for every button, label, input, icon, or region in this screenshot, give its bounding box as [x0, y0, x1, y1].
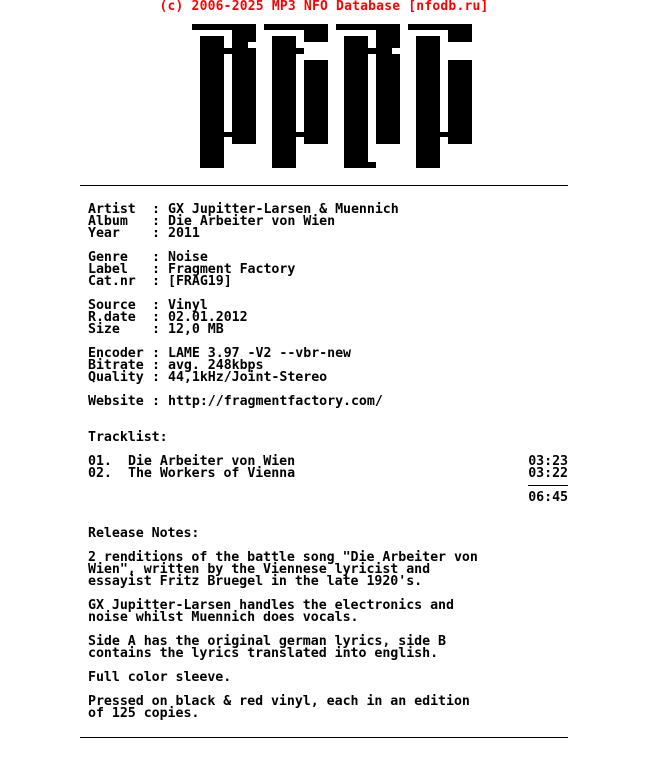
track-number: 02.: [88, 466, 112, 481]
info-value: 12,0 MB: [168, 322, 224, 337]
track-row: [88, 468, 568, 480]
info-key: Bitrate: [88, 358, 144, 373]
info-row-size: Size : 12,0 MB: [88, 322, 224, 337]
info-value: 44,1kHz/Joint-Stereo: [168, 370, 328, 385]
info-value: 2011: [168, 226, 200, 241]
info-value: Fragment Factory: [168, 262, 296, 277]
info-value: 02.01.2012: [168, 310, 248, 325]
release-notes-heading: Release Notes:: [88, 526, 200, 541]
info-key: R.date: [88, 310, 136, 325]
info-value: Noise: [168, 250, 208, 265]
track-duration: 03:22: [528, 466, 568, 481]
info-row-rdate: R.date : 02.01.2012: [88, 310, 248, 325]
notes-paragraph: 2 renditions of the battle song "Die Arbeiter von Wien", written by the Viennese lyricist and essayist Fritz Bruegel in the late 1920's.: [88, 550, 478, 589]
info-key: Source: [88, 298, 136, 313]
info-value: [FRAG19]: [168, 274, 232, 289]
info-value: LAME 3.97 -V2 --vbr-new: [168, 346, 351, 361]
track-title: Die Arbeiter von Wien: [128, 454, 296, 469]
track-title: The Workers of Vienna: [128, 466, 296, 481]
track-duration: 03:23: [528, 454, 568, 469]
block-art-logo: [0, 0, 648, 175]
info-row-bitrate: Bitrate : avg. 248kbps: [88, 358, 264, 373]
info-key: Genre: [88, 250, 128, 265]
notes-paragraph: Full color sleeve.: [88, 670, 232, 685]
info-row-encoder: Encoder : LAME 3.97 -V2 --vbr-new: [88, 346, 351, 361]
info-row-genre: Genre : Noise: [88, 250, 208, 265]
info-value: Vinyl: [168, 298, 208, 313]
total-row: [88, 492, 568, 504]
notes-paragraph: Pressed on black & red vinyl, each in an edition of 125 copies.: [88, 694, 470, 721]
track-number: 01.: [88, 454, 112, 469]
info-key: Label: [88, 262, 128, 277]
info-row-website: Website : http://fragmentfactory.com/: [88, 394, 383, 409]
bottom-divider: [80, 737, 568, 738]
info-value: Die Arbeiter von Wien: [168, 214, 336, 229]
info-key: Artist: [88, 202, 136, 217]
info-row-artist: Artist : GX Jupitter-Larsen & Muennich: [88, 202, 399, 217]
info-key: Website: [88, 394, 144, 409]
total-duration: 06:45: [528, 490, 568, 505]
info-key: Size: [88, 322, 120, 337]
top-divider: [80, 185, 568, 186]
info-row-source: Source : Vinyl: [88, 298, 208, 313]
info-value: GX Jupitter-Larsen & Muennich: [168, 202, 399, 217]
info-row-label: Label : Fragment Factory: [88, 262, 296, 277]
info-row-catnr: Cat.nr : [FRAG19]: [88, 274, 232, 289]
tracklist-heading: Tracklist:: [88, 430, 168, 445]
website-link[interactable]: http://fragmentfactory.com/: [168, 394, 383, 409]
nfo-content: [88, 204, 568, 720]
info-value: avg. 248kbps: [168, 358, 264, 373]
info-key: Album: [88, 214, 128, 229]
notes-paragraph: Side A has the original german lyrics, side B contains the lyrics translated into english.: [88, 634, 446, 661]
total-divider-row: [88, 480, 568, 492]
info-row-quality: Quality : 44,1kHz/Joint-Stereo: [88, 370, 328, 385]
info-key: Cat.nr: [88, 274, 136, 289]
info-row-year: Year : 2011: [88, 226, 200, 241]
info-key: Quality: [88, 370, 144, 385]
info-key: Year: [88, 226, 120, 241]
total-divider: [528, 485, 568, 486]
info-key: Encoder: [88, 346, 144, 361]
info-row-album: Album : Die Arbeiter von Wien: [88, 214, 336, 229]
notes-paragraph: GX Jupitter-Larsen handles the electronics and noise whilst Muennich does vocals.: [88, 598, 454, 625]
copyright-banner: (c) 2006-2025 MP3 NFO Database [nfodb.ru]: [159, 0, 489, 14]
